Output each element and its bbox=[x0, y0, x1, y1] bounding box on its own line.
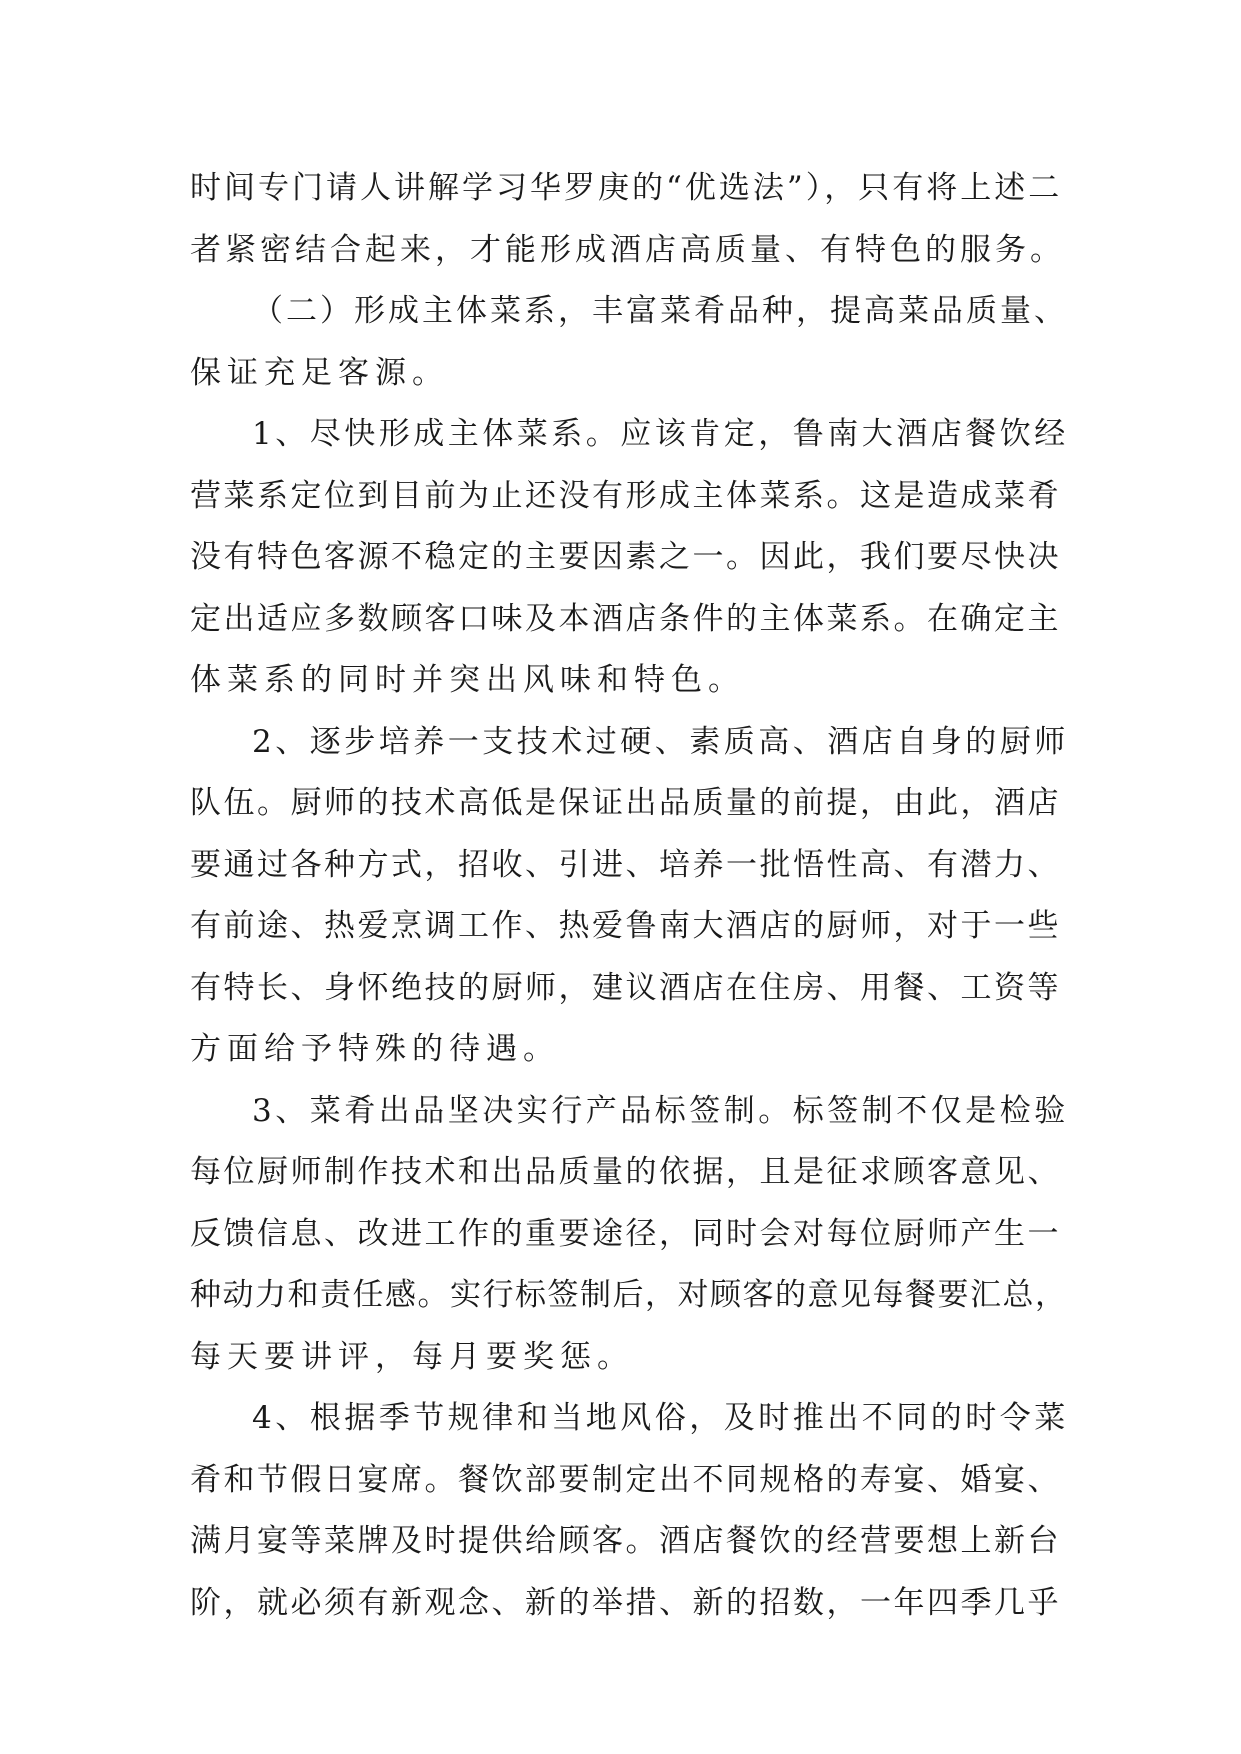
text-line: 每位厨师制作技术和出品质量的依据，且是征求顾客意见、 bbox=[190, 1154, 1061, 1190]
text-line: 定出适应多数顾客口味及本酒店条件的主体菜系。在确定主 bbox=[190, 600, 1061, 637]
text-line: 有前途、热爱烹调工作、热爱鲁南大酒店的厨师，对于一些 bbox=[190, 908, 1061, 944]
text-line: 没有特色客源不稳定的主要因素之一。因此，我们要尽快决 bbox=[190, 539, 1061, 575]
text-line: 营菜系定位到目前为止还没有形成主体菜系。这是造成菜肴 bbox=[190, 477, 1061, 514]
section-heading: （二）形成主体菜系，丰富菜肴品种，提高菜品质量、 bbox=[252, 293, 1068, 329]
text-line: 满月宴等菜牌及时提供给顾客。酒店餐饮的经营要想上新台 bbox=[190, 1523, 1061, 1559]
text-line: 要通过各种方式，招收、引进、培养一批悟性高、有潜力、 bbox=[190, 846, 1061, 883]
text-line: 队伍。厨师的技术高低是保证出品质量的前提，由此，酒店 bbox=[190, 785, 1061, 821]
paragraph-1-start: 1、尽快形成主体菜系。应该肯定，鲁南大酒店餐饮经 bbox=[252, 416, 1069, 452]
text-line: 方面给予特殊的待遇。 bbox=[190, 1031, 560, 1067]
text-line: 每天要讲评，每月要奖惩。 bbox=[190, 1338, 634, 1375]
text-line: 体菜系的同时并突出风味和特色。 bbox=[190, 662, 745, 698]
text-line: 有特长、身怀绝技的厨师，建议酒店在住房、用餐、工资等 bbox=[190, 969, 1061, 1006]
text-line: 保证充足客源。 bbox=[190, 354, 449, 391]
text-line: 种动力和责任感。实行标签制后，对顾客的意见每餐要汇总， bbox=[190, 1277, 1068, 1313]
document-body bbox=[190, 158, 1070, 1634]
paragraph-2-start: 2、逐步培养一支技术过硬、素质高、酒店自身的厨师 bbox=[252, 723, 1069, 760]
text-line: 者紧密结合起来，才能形成酒店高质量、有特色的服务。 bbox=[190, 231, 1065, 268]
paragraph-3-start: 3、菜肴出品坚决实行产品标签制。标签制不仅是检验 bbox=[252, 1092, 1069, 1129]
paragraph-4-start: 4、根据季节规律和当地风俗，及时推出不同的时令菜 bbox=[252, 1400, 1069, 1436]
text-line: 时间专门请人讲解学习华罗庚的“优选法”），只有将上述二 bbox=[190, 170, 1063, 206]
text-line: 阶，就必须有新观念、新的举措、新的招数，一年四季几乎 bbox=[190, 1584, 1061, 1621]
text-line: 反馈信息、改进工作的重要途径，同时会对每位厨师产生一 bbox=[190, 1215, 1061, 1252]
text-line: 肴和节假日宴席。餐饮部要制定出不同规格的寿宴、婚宴、 bbox=[190, 1461, 1061, 1498]
